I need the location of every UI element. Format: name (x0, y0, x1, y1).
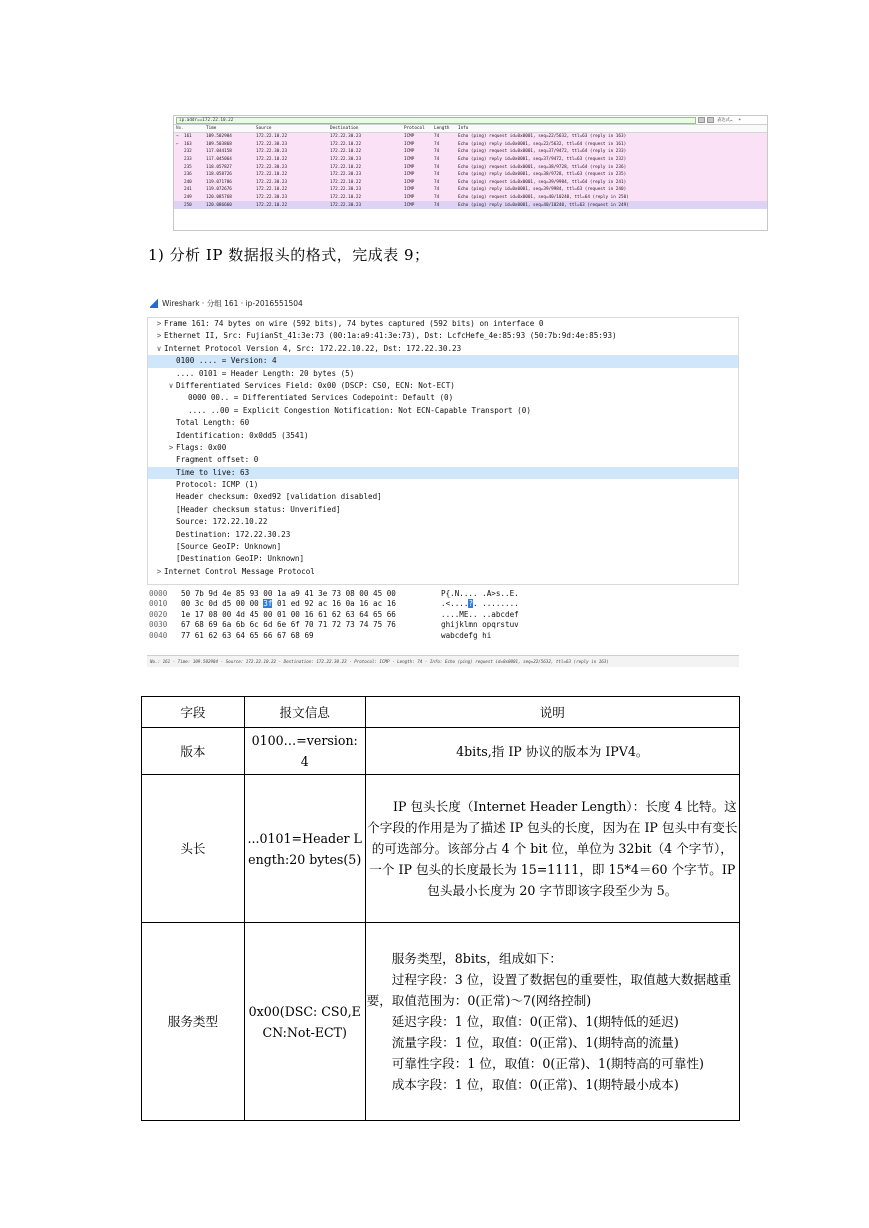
packet-cell-len: 74 (434, 179, 440, 185)
add-filter-button[interactable]: + (738, 117, 742, 123)
ascii-run: .<.... (441, 599, 469, 609)
selected-char: ? (468, 599, 474, 609)
window-title: Wireshark · 分组 161 · ip-2016551504 (162, 299, 303, 308)
packet-cell-mark: ← (176, 141, 179, 147)
field-cell: 头长 (142, 775, 245, 923)
hex-offset: 0030 (149, 620, 168, 630)
packet-cell-src: 172.22.30.23 (256, 179, 288, 185)
packet-cell-no: 232 (184, 149, 192, 155)
table-row (142, 728, 740, 775)
ascii-run: . ........ (473, 599, 519, 609)
expand-arrow-icon[interactable]: > (168, 442, 174, 452)
detail-tree-row[interactable] (148, 553, 738, 565)
detail-tree-text: 0000 00.. = Differentiated Services Codepoint: Default (0) (188, 393, 454, 403)
packet-cell-len: 74 (434, 149, 440, 155)
packet-cell-src: 172.22.30.23 (256, 164, 288, 170)
packet-row[interactable] (174, 163, 767, 171)
column-header[interactable]: Time (206, 126, 217, 131)
table-header-info: 报文信息 (244, 697, 365, 728)
desc-line: 服务类型，8bits，组成如下： (391, 951, 562, 966)
detail-tree-row[interactable] (148, 330, 738, 342)
detail-tree-row[interactable] (148, 454, 738, 466)
detail-tree-row[interactable] (148, 541, 738, 553)
detail-tree-text: Time to live: 63 (176, 467, 250, 477)
hex-bytes[interactable] (181, 599, 441, 609)
packet-cell-dst: 172.22.10.22 (330, 141, 362, 147)
packet-cell-dst: 172.22.30.23 (330, 202, 362, 208)
step-heading: 1) 分析 IP 数据报头的格式，完成表 9； (148, 246, 430, 264)
packet-cell-info: Echo (ping) reply id=0x0001, seq=37/9472, ttl=63 (request in 232) (458, 157, 627, 163)
expand-arrow-icon[interactable]: > (156, 331, 162, 341)
detail-tree-row[interactable] (148, 430, 738, 442)
apply-filter-icon[interactable] (707, 117, 714, 123)
packet-list-screenshot (173, 115, 768, 231)
packet-cell-no: 250 (184, 202, 192, 208)
detail-tree-row[interactable] (148, 318, 738, 330)
packet-cell-proto: ICMP (404, 157, 415, 163)
packet-cell-proto: ICMP (404, 179, 415, 185)
packet-cell-no: 235 (184, 164, 192, 170)
byte-run: 01 ed 92 ac 16 0a 16 ac 16 (272, 599, 396, 609)
byte-run: 50 7b 9d 4e 85 93 00 1a a9 41 3e 73 08 00 45 00 (181, 589, 396, 598)
byte-run: 00 3c 0d d5 00 00 (181, 599, 264, 609)
packet-cell-time: 120.086660 (206, 202, 232, 208)
detail-tree-text: Header checksum: 0xed92 [validation disabled] (176, 492, 382, 502)
packet-cell-info: Echo (ping) reply id=0x0001, seq=22/5632, ttl=64 (request in 161) (458, 141, 627, 147)
hex-bytes[interactable] (181, 620, 441, 630)
packet-cell-no: 236 (184, 172, 192, 178)
packet-cell-proto: ICMP (404, 134, 415, 140)
packet-cell-no: 241 (184, 187, 192, 193)
packet-cell-dst: 172.22.10.22 (330, 164, 362, 170)
packet-row[interactable] (174, 133, 767, 141)
packet-cell-info: Echo (ping) reply id=0x0001, seq=40/10240, ttl=63 (request in 249) (458, 202, 629, 208)
hex-offset: 0020 (149, 609, 168, 619)
packet-cell-info: Echo (ping) request id=0x0001, seq=39/9984, ttl=64 (reply in 241) (458, 179, 627, 185)
packet-row[interactable] (174, 194, 767, 202)
packet-cell-time: 117.045064 (206, 157, 232, 163)
detail-tree-row[interactable] (148, 566, 738, 578)
expand-arrow-icon[interactable]: ∨ (168, 380, 174, 390)
packet-cell-len: 74 (434, 157, 440, 163)
packet-cell-src: 172.22.30.23 (256, 195, 288, 201)
wireshark-window (147, 295, 739, 667)
detail-tree-row[interactable] (148, 467, 738, 479)
packet-row[interactable] (174, 179, 767, 187)
table-row (142, 923, 740, 1121)
column-header[interactable]: No. (176, 126, 184, 131)
table-row (142, 775, 740, 923)
packet-cell-info: Echo (ping) request id=0x0001, seq=37/9472, ttl=64 (reply in 233) (458, 149, 627, 155)
info-cell: 0x00(DSC: CS0,ECN:Not-ECT) (244, 923, 365, 1121)
packet-cell-time: 119.071786 (206, 179, 232, 185)
info-cell: ...0101=Header Length:20 bytes(5) (244, 775, 365, 923)
packet-cell-dst: 172.22.10.22 (330, 179, 362, 185)
packet-cell-time: 117.044158 (206, 149, 232, 155)
packet-cell-time: 109.502984 (206, 134, 232, 140)
packet-cell-no: 161 (184, 134, 192, 140)
detail-tree-text: [Header checksum status: Unverified] (176, 504, 341, 514)
packet-cell-proto: ICMP (404, 195, 415, 201)
hex-ascii[interactable] (441, 620, 541, 630)
packet-cell-len: 74 (434, 134, 440, 140)
table-header-field: 字段 (142, 697, 245, 728)
detail-tree-row[interactable] (148, 343, 738, 355)
table-header-desc: 说明 (365, 697, 739, 728)
packet-bytes-pane (147, 589, 739, 643)
expand-arrow-icon[interactable]: > (156, 319, 162, 328)
hex-offset: 0040 (149, 630, 168, 640)
packet-cell-src: 172.22.30.23 (256, 141, 288, 147)
packet-cell-info: Echo (ping) reply id=0x0001, seq=39/9984, ttl=63 (request in 240) (458, 187, 627, 193)
detail-tree-row[interactable] (148, 392, 738, 404)
packet-cell-dst: 172.22.30.23 (330, 172, 362, 178)
byte-run: 77 61 62 63 64 65 66 67 68 69 (181, 630, 314, 640)
packet-details-tree (147, 317, 739, 585)
detail-tree-row[interactable] (148, 405, 738, 417)
hex-row (147, 589, 739, 599)
detail-tree-text: Internet Control Message Protocol (164, 566, 315, 576)
column-header[interactable]: Info (458, 126, 469, 131)
desc-cell: IP 包头长度（Internet Header Length）：长度 4 比特。这个字段的作用是为了描述 IP 包头的长度，因为在 IP 包头中有变长的可选部分。该部分占 4 个 bit 位，单位为 32bit（4 个字节），一个 IP 包头的长度最长为 15=1111，即 15*4＝60 个字节。IP 包头最小长度为 20 字节即该字段至少为 5。 (365, 775, 739, 923)
packet-cell-dst: 172.22.30.23 (330, 157, 362, 163)
packet-cell-src: 172.22.30.23 (256, 149, 288, 155)
packet-cell-len: 74 (434, 141, 440, 147)
detail-tree-text: Frame 161: 74 bytes on wire (592 bits), 74 bytes captured (592 bits) on interface 0 (164, 319, 544, 328)
packet-cell-len: 74 (434, 164, 440, 170)
packet-cell-dst: 172.22.30.23 (330, 187, 362, 193)
packet-row[interactable] (174, 171, 767, 179)
packet-cell-no: 249 (184, 195, 192, 201)
column-header[interactable]: Destination (330, 126, 359, 131)
window-title-bar (147, 295, 739, 312)
detail-tree-row[interactable] (148, 491, 738, 503)
byte-run: 1e 17 08 00 4d 45 00 01 00 16 61 62 63 64 65 66 (181, 609, 396, 619)
detail-tree-text: .... ..00 = Explicit Congestion Notification: Not ECN-Capable Transport (0) (188, 405, 531, 415)
packet-cell-src: 172.22.10.22 (256, 172, 288, 178)
packet-rows (174, 133, 767, 209)
packet-cell-proto: ICMP (404, 172, 415, 178)
packet-cell-src: 172.22.10.22 (256, 134, 288, 140)
field-cell: 服务类型 (142, 923, 245, 1121)
column-header[interactable]: Protocol (404, 126, 425, 131)
detail-tree-text: Flags: 0x00 (176, 442, 227, 452)
detail-tree-row[interactable] (148, 529, 738, 541)
detail-tree-text: Destination: 172.22.30.23 (176, 529, 291, 539)
detail-tree-text: [Source GeoIP: Unknown] (176, 542, 282, 552)
packet-cell-len: 74 (434, 187, 440, 193)
selected-byte: 3f (263, 599, 273, 609)
ascii-run: ghijklmn opqrstuv (441, 620, 519, 630)
packet-cell-proto: ICMP (404, 187, 415, 193)
hex-row (147, 631, 739, 641)
packet-cell-len: 74 (434, 195, 440, 201)
hex-ascii[interactable] (441, 631, 541, 641)
detail-tree-text: Identification: 0x0dd5 (3541) (176, 430, 309, 440)
status-bar: No.: 161 · Time: 109.502984 · Source: 172.22.10.22 · Destination: 172.22.30.23 · Protocol: ICMP · Length: 74 · Info: Echo (ping) request id=0x0001, seq=22/5632, ttl=63 (reply in 163) (147, 655, 739, 667)
packet-list-header (174, 125, 767, 133)
packet-row[interactable] (174, 141, 767, 149)
ascii-run: P{.N.... .A>s..E. (441, 589, 519, 598)
hex-ascii[interactable] (441, 599, 541, 609)
packet-cell-mark: → (176, 134, 179, 140)
desc-line: 成本字段：1 位，取值：0(正常)、1(期特最小成本) (391, 1077, 679, 1092)
expand-arrow-icon[interactable]: ∨ (156, 343, 162, 353)
byte-run: 67 68 69 6a 6b 6c 6d 6e 6f 70 71 72 73 74 75 76 (181, 620, 396, 630)
ascii-run: ....ME.. ..abcdef (441, 609, 519, 619)
packet-cell-info: Echo (ping) request id=0x0001, seq=40/10240, ttl=64 (reply in 250) (458, 195, 629, 201)
packet-row[interactable] (174, 148, 767, 156)
detail-tree-row[interactable] (148, 504, 738, 516)
desc-line: 延迟字段：1 位，取值：0(正常)、1(期特低的延迟) (391, 1014, 679, 1029)
desc-line: 可靠性字段：1 位，取值：0(正常)、1(期特高的可靠性) (391, 1056, 704, 1071)
detail-tree-text: Internet Protocol Version 4, Src: 172.22.10.22, Dst: 172.22.30.23 (164, 343, 462, 353)
hex-bytes[interactable] (181, 610, 441, 620)
wireshark-fin-icon (150, 299, 158, 308)
detail-tree-text: Protocol: ICMP (1) (176, 480, 259, 490)
hex-ascii[interactable] (441, 589, 541, 599)
detail-tree-row[interactable] (148, 380, 738, 392)
hex-offset: 0000 (149, 589, 168, 598)
desc-line: 过程字段：3 位，设置了数据包的重要性，取值越大数据越重要，取值范围为：0(正常)～7(网络控制) (366, 972, 732, 1008)
detail-tree-row[interactable] (148, 442, 738, 454)
detail-tree-row[interactable] (148, 355, 738, 367)
packet-cell-proto: ICMP (404, 164, 415, 170)
field-cell: 版本 (142, 728, 245, 775)
detail-tree-text: [Destination GeoIP: Unknown] (176, 554, 305, 564)
hex-bytes[interactable] (181, 631, 441, 641)
expand-arrow-icon[interactable]: > (156, 566, 162, 576)
packet-cell-proto: ICMP (404, 141, 415, 147)
desc-line: 流量字段：1 位，取值：0(正常)、1(期特高的流量) (391, 1035, 679, 1050)
expression-button[interactable]: 表达式… (717, 118, 733, 123)
packet-cell-len: 74 (434, 202, 440, 208)
packet-cell-dst: 172.22.10.22 (330, 149, 362, 155)
ascii-run: wabcdefg hi (441, 630, 492, 640)
info-cell: 0100…=version: 4 (244, 728, 365, 775)
packet-cell-src: 172.22.10.22 (256, 202, 288, 208)
detail-tree-text: Ethernet II, Src: FujianSt_41:3e:73 (00:1a:a9:41:3e:73), Dst: LcfcHefe_4e:85:93 (50:7b:9d:4e:85:93) (164, 331, 617, 341)
desc-cell: 4bits,指 IP 协议的版本为 IPV4。 (365, 728, 739, 775)
packet-cell-proto: ICMP (404, 202, 415, 208)
detail-tree-row[interactable] (148, 368, 738, 380)
packet-cell-time: 120.085768 (206, 195, 232, 201)
packet-cell-time: 109.503868 (206, 141, 232, 147)
detail-tree-text: 0100 .... = Version: 4 (176, 356, 277, 366)
hex-offset: 0010 (149, 599, 168, 609)
packet-cell-src: 172.22.10.22 (256, 157, 288, 163)
packet-cell-time: 119.072676 (206, 187, 232, 193)
packet-cell-len: 74 (434, 172, 440, 178)
packet-cell-time: 118.057827 (206, 164, 232, 170)
packet-row[interactable] (174, 186, 767, 194)
column-header[interactable]: Length (434, 126, 450, 131)
detail-tree-text: Total Length: 60 (176, 418, 250, 428)
packet-cell-no: 163 (184, 141, 192, 147)
detail-tree-text: Fragment offset: 0 (176, 455, 259, 465)
hex-row (147, 610, 739, 620)
display-filter-bar (174, 116, 767, 125)
display-filter-input[interactable]: ip.addr==172.22.10.22 (176, 117, 696, 124)
hex-row (147, 620, 739, 630)
packet-cell-info: Echo (ping) request id=0x0001, seq=22/5632, ttl=63 (reply in 163) (458, 134, 627, 140)
packet-cell-info: Echo (ping) reply id=0x0001, seq=38/9728, ttl=63 (request in 235) (458, 172, 627, 178)
detail-tree-text: .... 0101 = Header Length: 20 bytes (5) (176, 368, 355, 378)
clear-filter-icon[interactable] (698, 117, 705, 123)
packet-cell-time: 118.058726 (206, 172, 232, 178)
detail-tree-row[interactable] (148, 417, 738, 429)
desc-cell (365, 923, 739, 1121)
hex-ascii[interactable] (441, 610, 541, 620)
ip-header-table (141, 696, 740, 1121)
packet-cell-info: Echo (ping) request id=0x0001, seq=38/9728, ttl=64 (reply in 236) (458, 164, 627, 170)
packet-row[interactable] (174, 156, 767, 164)
column-header[interactable]: Source (256, 126, 272, 131)
detail-tree-row[interactable] (148, 516, 738, 528)
packet-cell-dst: 172.22.10.22 (330, 195, 362, 201)
hex-row (147, 599, 739, 609)
detail-tree-row[interactable] (148, 479, 738, 491)
packet-cell-no: 233 (184, 157, 192, 163)
packet-cell-proto: ICMP (404, 149, 415, 155)
packet-cell-src: 172.22.10.22 (256, 187, 288, 193)
packet-cell-no: 240 (184, 179, 192, 185)
hex-bytes[interactable] (181, 589, 441, 599)
detail-tree-text: Differentiated Services Field: 0x00 (DSCP: CS0, ECN: Not-ECT) (176, 380, 455, 390)
detail-tree-text: Source: 172.22.10.22 (176, 517, 268, 527)
packet-row[interactable] (174, 201, 767, 209)
packet-cell-dst: 172.22.30.23 (330, 134, 362, 140)
